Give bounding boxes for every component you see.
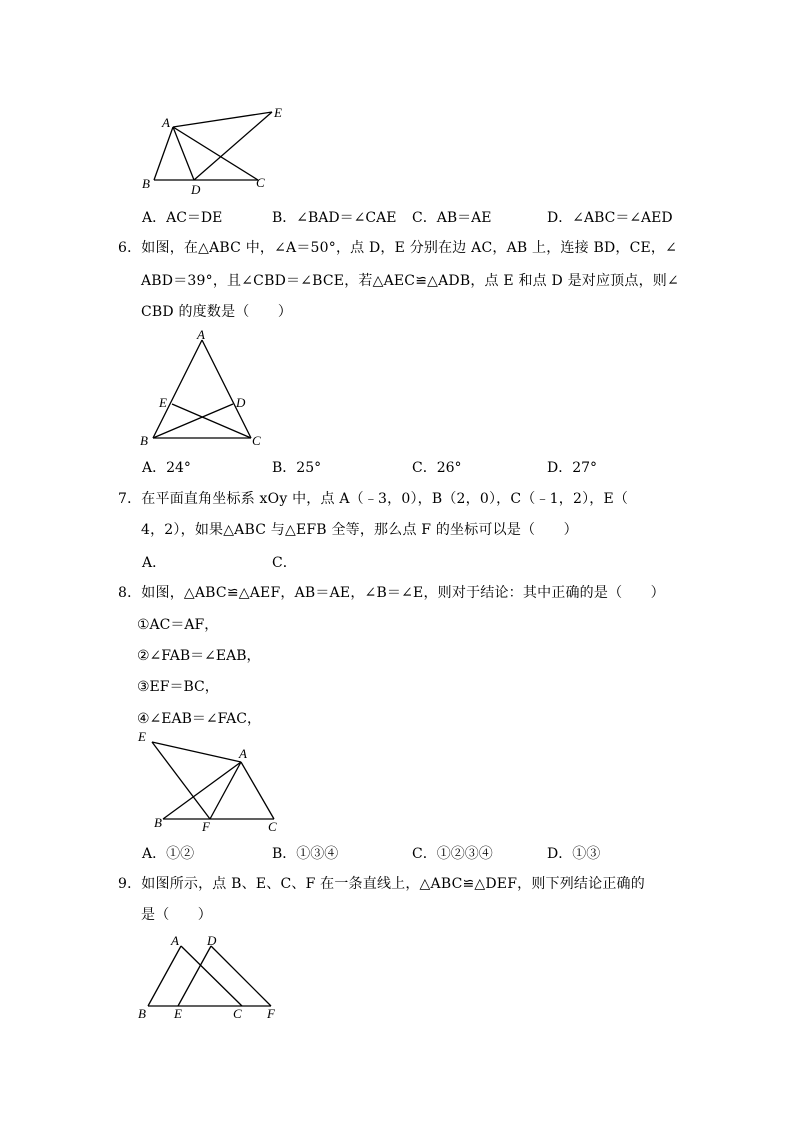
q5-seg-ad: [173, 127, 194, 180]
q8-option-b[interactable]: B．①③④: [272, 846, 339, 862]
q9-figure: [134, 930, 294, 1025]
q8-conclusion-3: ③EF＝BC，: [137, 679, 219, 695]
q9-label-d: D: [207, 933, 217, 948]
q9-label-e: E: [174, 1006, 182, 1021]
q9-text-line-2: 是（ ）: [141, 907, 212, 923]
q5-option-c[interactable]: C．AB＝AE: [412, 210, 492, 226]
q5-option-a[interactable]: A．AC＝DE: [142, 210, 223, 226]
q6-option-b[interactable]: B．25°: [272, 460, 322, 476]
q6-label-d: D: [236, 395, 246, 410]
q6-figure: [136, 328, 276, 453]
q9-label-b: B: [138, 1006, 146, 1021]
q6-text-line-3: CBD 的度数是（ ）: [141, 304, 293, 320]
q5-option-d[interactable]: D．∠ABC＝∠AED: [547, 210, 673, 226]
q8-option-c[interactable]: C．①②③④: [412, 846, 493, 862]
q6-label-a: A: [197, 328, 205, 342]
q6-seg-ab: [153, 340, 202, 438]
q5-label-b: B: [142, 176, 150, 191]
q5-label-d: D: [191, 182, 201, 197]
q6-option-c[interactable]: C．26°: [412, 460, 462, 476]
q8-label-e: E: [138, 729, 146, 744]
q9-label-a: A: [171, 933, 179, 948]
q8-figure: [134, 728, 294, 836]
q6-label-e: E: [159, 395, 167, 410]
q9-seg-ba: [148, 946, 181, 1006]
q6-label-c: C: [252, 433, 261, 448]
q9-seg-df: [211, 946, 271, 1006]
q5-label-e: E: [274, 105, 282, 120]
q7-option-c[interactable]: C．: [272, 555, 297, 571]
q6-seg-ac: [202, 340, 251, 438]
q8-label-f: F: [202, 819, 210, 834]
q9-text-line-1: 9．如图所示，点 B、E、C、F 在一条直线上，△ABC≌△DEF，则下列结论正确的: [118, 876, 645, 892]
q7-text-line-1: 7．在平面直角坐标系 xOy 中，点 A（﹣3，0），B（2，0），C（﹣1，2），E（: [118, 491, 629, 507]
q6-text-line-2: ABD＝39°，且∠CBD＝∠BCE，若△AEC≌△ADB，点 E 和点 D 是对应顶点，则∠: [141, 273, 679, 289]
q5-label-a: A: [162, 115, 170, 130]
q5-option-b[interactable]: B．∠BAD＝∠CAE: [272, 210, 397, 226]
q8-seg-ab: [163, 762, 241, 819]
q8-seg-af: [210, 762, 241, 819]
q8-label-b: B: [154, 815, 162, 830]
q5-seg-ab: [154, 127, 173, 180]
q9-seg-ed: [178, 946, 211, 1006]
q8-option-d[interactable]: D．①③: [547, 846, 601, 862]
q7-text-line-2: 4，2），如果△ABC 与△EFB 全等，那么点 F 的坐标可以是（ ）: [141, 522, 578, 538]
q8-text-line-1: 8．如图，△ABC≌△AEF，AB＝AE，∠B＝∠E，则对于结论：其中正确的是（ ）: [118, 585, 665, 601]
q9-label-f: F: [267, 1006, 275, 1021]
q9-label-c: C: [233, 1006, 242, 1021]
q5-label-c: C: [256, 175, 265, 190]
q8-label-c: C: [268, 819, 277, 834]
q8-seg-ac: [241, 762, 274, 819]
q9-seg-ac: [181, 946, 242, 1006]
q5-figure: [136, 100, 296, 200]
q6-option-a[interactable]: A．24°: [142, 460, 191, 476]
q6-option-d[interactable]: D．27°: [547, 460, 598, 476]
q6-text-line-1: 6．如图，在△ABC 中，∠A＝50°，点 D，E 分别在边 AC，AB 上，连接 BD，CE，∠: [118, 240, 678, 256]
q8-conclusion-1: ①AC＝AF，: [137, 617, 219, 633]
q7-option-a[interactable]: A．: [142, 555, 167, 571]
q6-label-b: B: [140, 433, 148, 448]
q8-conclusion-2: ②∠FAB＝∠EAB，: [137, 648, 261, 664]
q8-conclusion-4: ④∠EAB＝∠FAC，: [137, 711, 261, 727]
q8-option-a[interactable]: A．①②: [142, 846, 195, 862]
q8-label-a: A: [239, 746, 247, 761]
